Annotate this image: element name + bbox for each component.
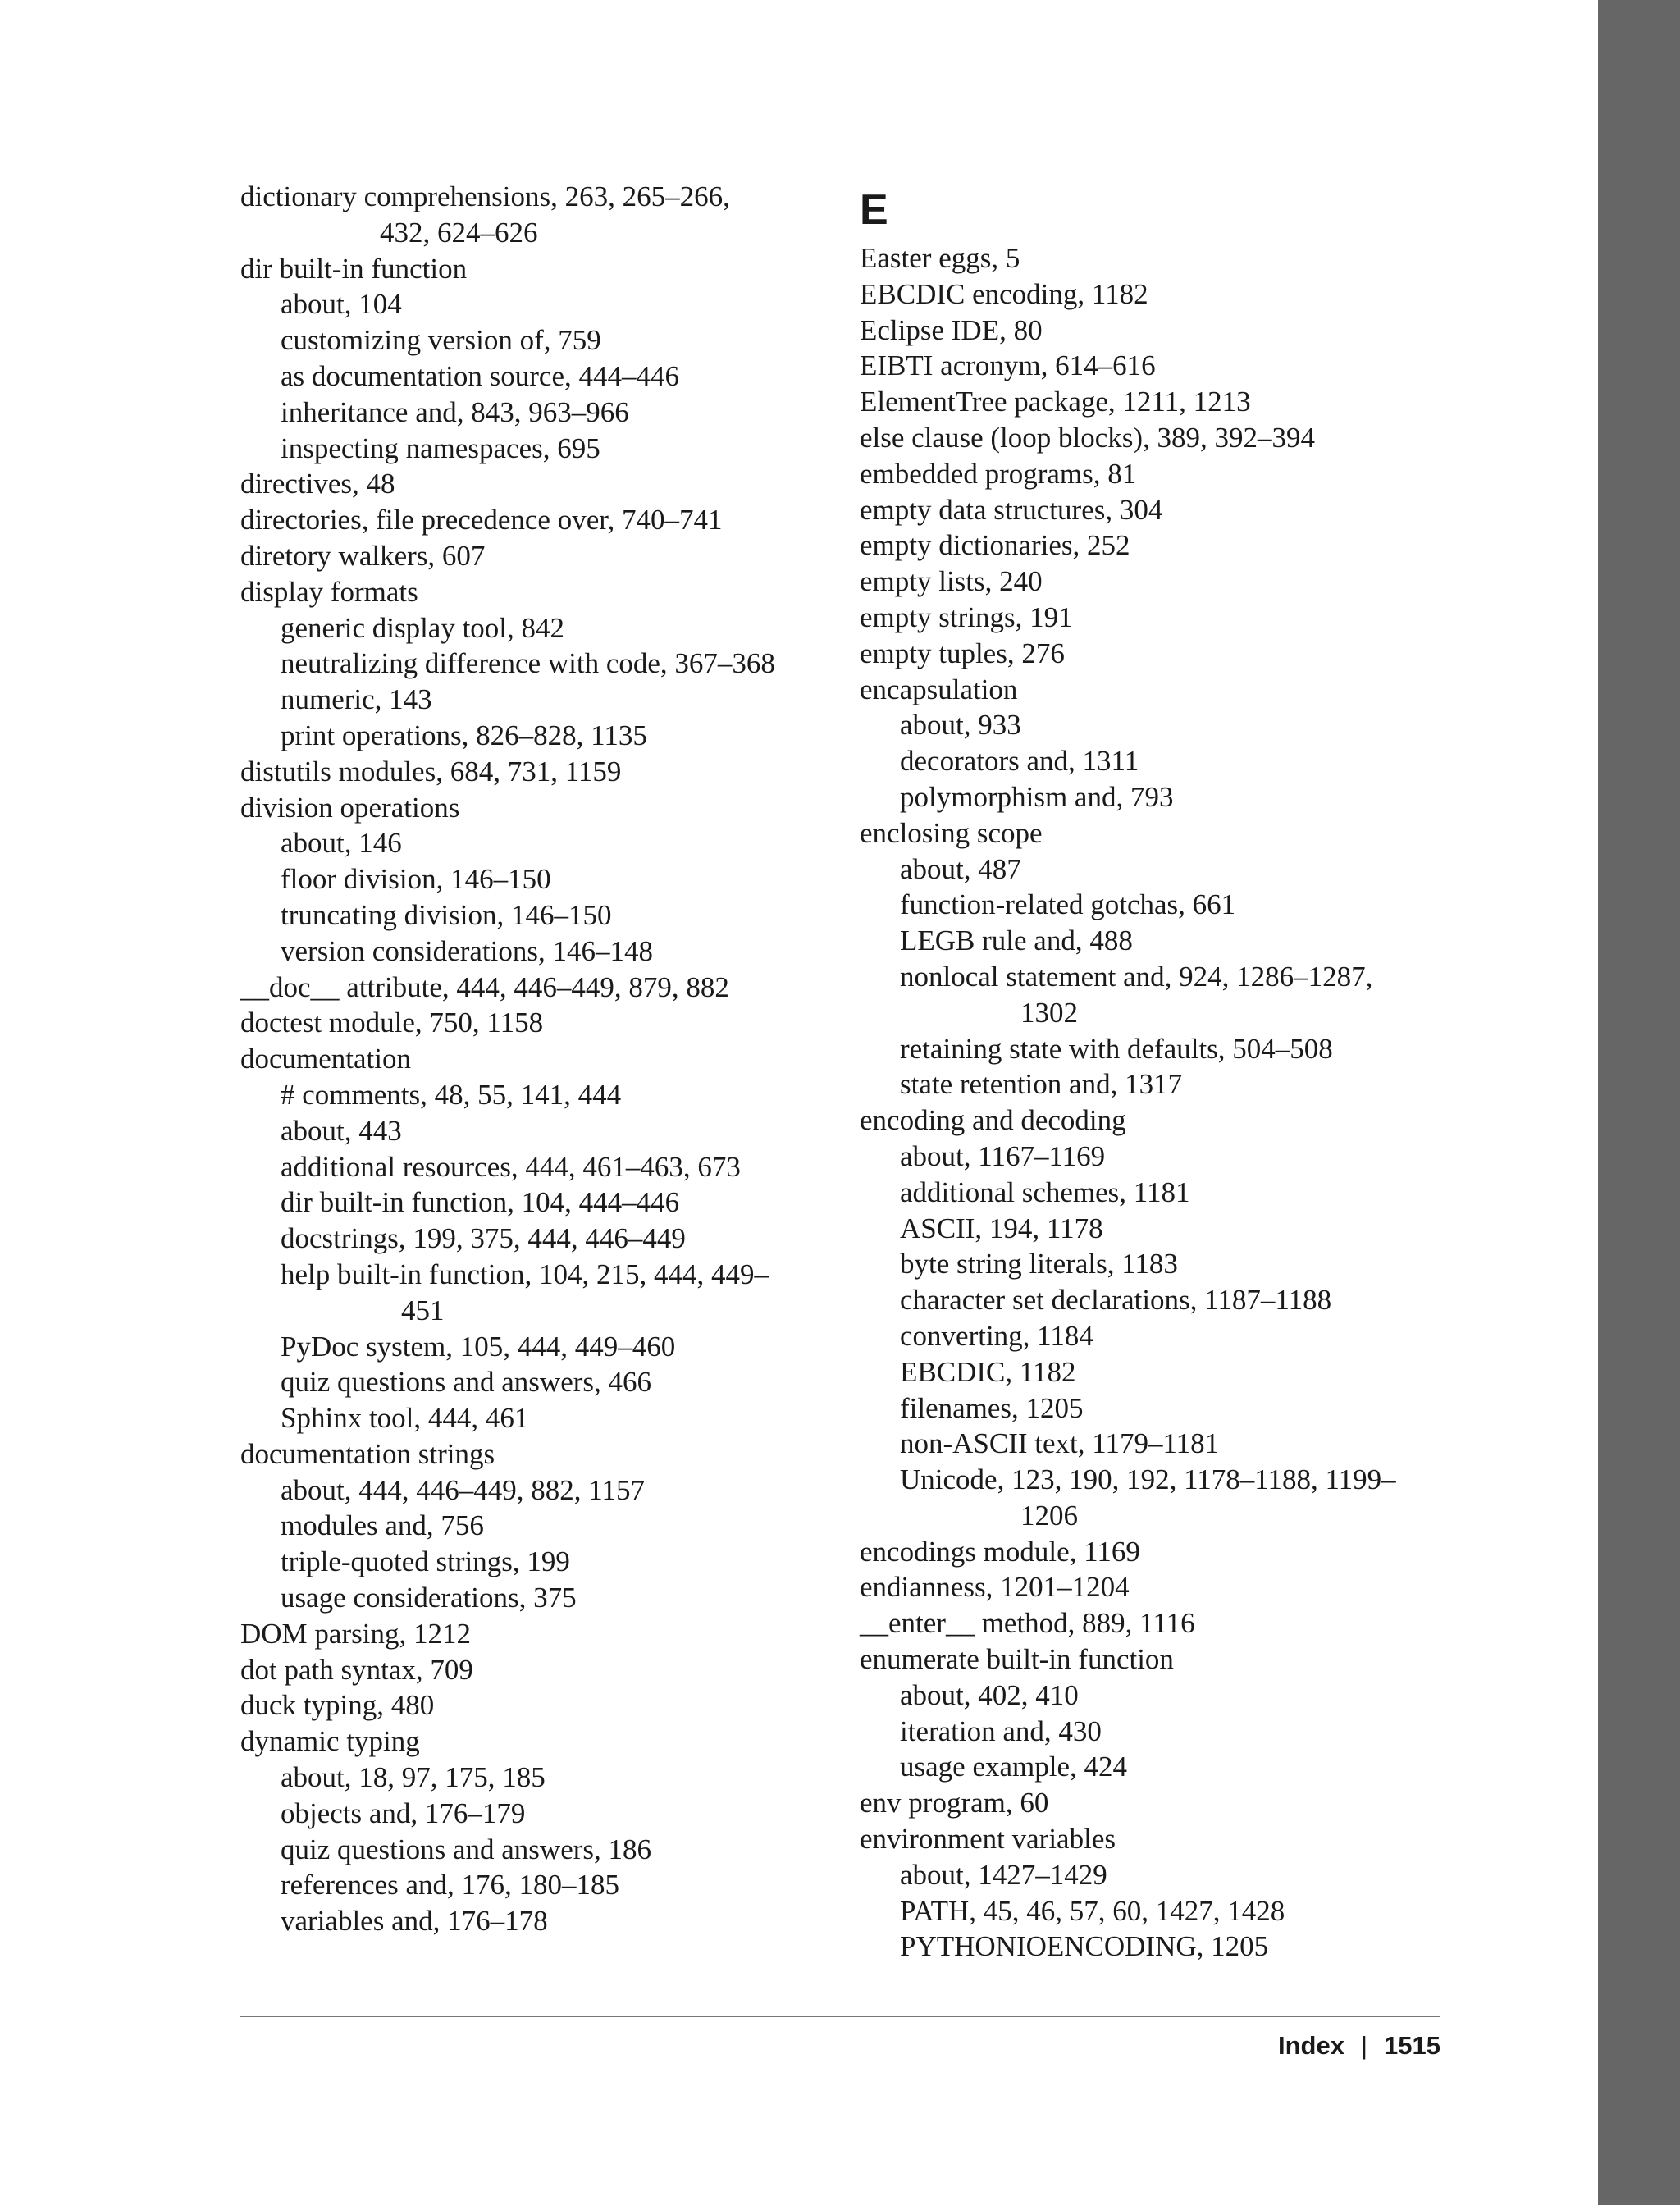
index-column-right [860,179,1450,1965]
index-subentry: references and, 176, 180–185 [281,1869,620,1901]
index-subentry: dir built-in function, 104, 444–446 [281,1186,680,1219]
index-subentry: filenames, 1205 [900,1391,1084,1424]
index-entry-continuation: 1206 [1020,1499,1078,1532]
index-subentry: variables and, 176–178 [281,1905,548,1938]
index-subentry: as documentation source, 444–446 [281,359,680,392]
page-footer [1278,2029,1440,2062]
index-subentry: inheritance and, 843, 963–966 [281,395,629,428]
index-entry: encodings module, 1169 [860,1535,1140,1568]
index-subentry: PATH, 45, 46, 57, 60, 1427, 1428 [900,1894,1285,1927]
index-entry: dynamic typing [240,1725,420,1758]
index-entry: DOM parsing, 1212 [240,1617,471,1650]
page-edge-thumb-tab [1598,0,1680,2205]
index-entry: enumerate built-in function [860,1643,1174,1676]
index-subentry: about, 1427–1429 [900,1858,1107,1891]
index-subentry: PyDoc system, 105, 444, 449–460 [281,1330,676,1363]
page-number: 1515 [1384,2031,1440,2060]
index-entry: empty lists, 240 [860,565,1043,598]
index-subentry: usage example, 424 [900,1751,1127,1783]
index-subentry: numeric, 143 [281,683,432,716]
index-entry: duck typing, 480 [240,1689,435,1722]
index-subentry: EBCDIC, 1182 [900,1355,1076,1388]
index-entry: encoding and decoding [860,1104,1126,1137]
footer-section-label: Index [1278,2031,1344,2060]
index-entry: empty dictionaries, 252 [860,529,1130,562]
index-subentry: about, 146 [281,827,402,860]
index-entry: directories, file precedence over, 740–741 [240,504,723,536]
index-entry: dictionary comprehensions, 263, 265–266, [240,180,730,212]
index-entry: endianness, 1201–1204 [860,1571,1130,1604]
index-subentry: customizing version of, 759 [281,324,601,357]
index-subentry: retaining state with defaults, 504–508 [900,1032,1333,1065]
index-subentry: about, 444, 446–449, 882, 1157 [281,1473,645,1506]
index-entry: doctest module, 750, 1158 [240,1007,544,1039]
index-subentry: about, 402, 410 [900,1678,1079,1711]
index-subentry: iteration and, 430 [900,1714,1102,1747]
index-entry: Easter eggs, 5 [860,242,1020,274]
index-entry: diretory walkers, 607 [240,539,486,572]
index-entry: empty strings, 191 [860,600,1073,633]
index-subentry: polymorphism and, 793 [900,780,1174,813]
letter-heading: E [860,186,888,234]
index-entry: __enter__ method, 889, 1116 [860,1607,1195,1640]
index-subentry: inspecting namespaces, 695 [281,431,600,464]
index-entry: enclosing scope [860,816,1043,849]
index-subentry: ASCII, 194, 1178 [900,1212,1103,1244]
index-subentry: additional schemes, 1181 [900,1176,1190,1208]
index-subentry: quiz questions and answers, 186 [281,1833,652,1865]
index-entry: empty data structures, 304 [860,493,1163,526]
index-entry: documentation [240,1043,412,1075]
index-entry: dot path syntax, 709 [240,1653,473,1686]
index-column-right-entries [860,240,1450,1965]
index-subentry: converting, 1184 [900,1319,1093,1352]
index-subentry: character set declarations, 1187–1188 [900,1284,1332,1317]
index-entry: env program, 60 [860,1787,1049,1819]
index-subentry: version considerations, 146–148 [281,934,653,967]
index-entry: directives, 48 [240,468,395,500]
index-subentry: about, 443 [281,1114,402,1147]
index-subentry: neutralizing difference with code, 367–368 [281,647,775,680]
footer-separator: | [1360,2031,1368,2060]
index-entry: distutils modules, 684, 731, 1159 [240,755,622,788]
index-entry: __doc__ attribute, 444, 446–449, 879, 882 [240,970,729,1003]
index-subentry: usage considerations, 375 [281,1582,577,1614]
footer-rule [240,2016,1440,2017]
index-entry: embedded programs, 81 [860,457,1137,490]
index-subentry: modules and, 756 [281,1509,484,1542]
index-entry: encapsulation [860,673,1018,705]
index-subentry: help built-in function, 104, 215, 444, 449– [281,1258,769,1290]
index-subentry: generic display tool, 842 [281,611,565,644]
index-entry-continuation: 1302 [1020,996,1078,1029]
index-subentry: about, 104 [281,288,402,321]
index-subentry: function-related gotchas, 661 [900,888,1236,921]
index-subentry: # comments, 48, 55, 141, 444 [281,1078,622,1111]
index-subentry: byte string literals, 1183 [900,1248,1178,1281]
index-column-left [240,179,847,1939]
index-entry: environment variables [860,1823,1116,1856]
index-entry-continuation: 451 [401,1294,445,1326]
index-entry: documentation strings [240,1437,495,1470]
index-subentry: objects and, 176–179 [281,1796,526,1829]
index-subentry: LEGB rule and, 488 [900,924,1133,957]
index-subentry: state retention and, 1317 [900,1068,1183,1101]
index-subentry: about, 933 [900,709,1021,742]
index-entry: display formats [240,575,418,608]
index-entry: dir built-in function [240,252,468,285]
index-subentry: about, 1167–1169 [900,1139,1106,1172]
index-subentry: non-ASCII text, 1179–1181 [900,1427,1220,1460]
index-subentry: triple-quoted strings, 199 [281,1545,570,1578]
index-subentry: PYTHONIOENCODING, 1205 [900,1930,1269,1963]
index-entry: EIBTI acronym, 614–616 [860,349,1156,382]
index-subentry: truncating division, 146–150 [281,898,612,931]
index-subentry: nonlocal statement and, 924, 1286–1287, [900,960,1373,993]
index-entry-continuation: 432, 624–626 [380,216,538,249]
index-subentry: additional resources, 444, 461–463, 673 [281,1150,741,1183]
index-entry: Eclipse IDE, 80 [860,313,1043,346]
index-entry: ElementTree package, 1211, 1213 [860,386,1251,418]
index-subentry: print operations, 826–828, 1135 [281,719,647,751]
index-entry: else clause (loop blocks), 389, 392–394 [860,421,1316,454]
index-entry: division operations [240,791,460,824]
index-subentry: about, 487 [900,852,1021,885]
index-subentry: about, 18, 97, 175, 185 [281,1761,546,1794]
index-subentry: docstrings, 199, 375, 444, 446–449 [281,1222,686,1255]
index-entry: EBCDIC encoding, 1182 [860,277,1148,310]
index-entry: empty tuples, 276 [860,637,1065,669]
index-subentry: decorators and, 1311 [900,745,1139,778]
index-subentry: floor division, 146–150 [281,863,551,896]
index-subentry: Sphinx tool, 444, 461 [281,1402,529,1435]
index-subentry: quiz questions and answers, 466 [281,1366,652,1399]
index-subentry: Unicode, 123, 190, 192, 1178–1188, 1199– [900,1463,1396,1496]
